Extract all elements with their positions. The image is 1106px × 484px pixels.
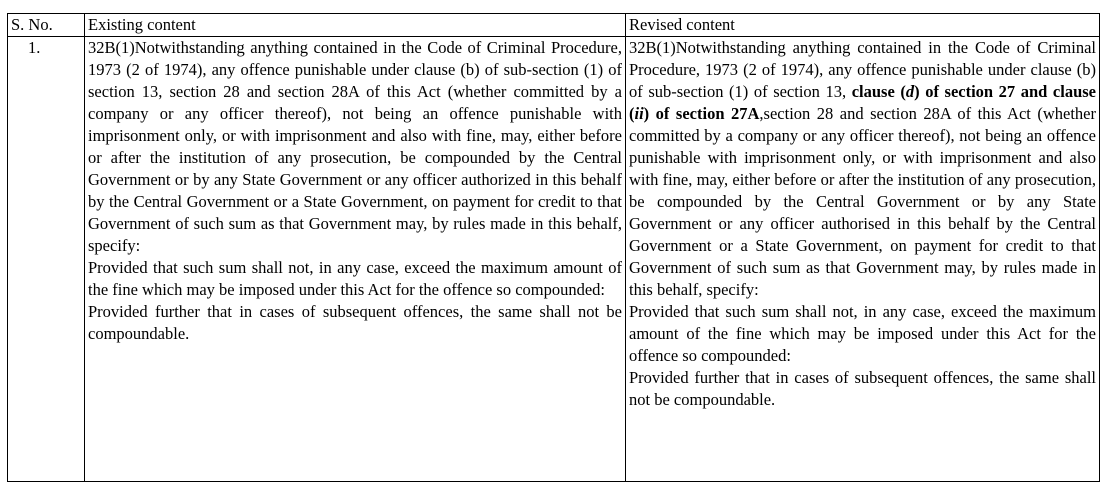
existing-proviso-2: Provided further that in cases of subsequent offences, the same shall not be compoundable. [88,302,622,343]
inserted-italic-d: d [905,82,915,101]
existing-proviso-1: Provided that such sum shall not, in any case, exceed the maximum amount of the fine which may be imposed under this Act for the offence so compounded: [88,258,622,299]
comparison-table [7,13,1100,482]
serial-number-cell: 1. [8,37,85,482]
revised-main-text-before: 32B(1)Notwithstanding anything contained in the Code of Criminal Procedure, 1973 (2 of 1974), any offence punishable under clause (b) of sub-section (1) of section 13, [629,38,1096,101]
existing-main-paragraph: 32B(1)Notwithstanding anything contained in the Code of Criminal Procedure, 1973 (2 of 1974), any offence punishable under clause (b) of sub-section (1) of section 13, section 28 and section 28A of this Act (whether committed by a company or any officer thereof), not being an offence punishable with imprisonment only, or with imprisonment and also with fine, may, either before or after the institution of any prosecution, be compounded by the Central Government or by any State Government or any officer authorized in this behalf by the Central Government or a State Government, on payment for credit to that Government of such sum as that Government may, by rules made in this behalf, specify: [88,38,622,255]
revised-proviso-2: Provided further that in cases of subsequent offences, the same shall not be compoundable. [629,368,1096,409]
inserted-text-part-3: ) of section 27A [643,104,760,123]
header-revised-content: Revised content [626,14,1100,37]
revised-proviso-1: Provided that such sum shall not, in any case, exceed the maximum amount of the fine which may be imposed under this Act for the offence so compounded: [629,302,1096,365]
inserted-italic-ii: ii [634,104,644,123]
revised-main-text-after: ,section 28 and section 28A of this Act (whether committed by a company or any officer thereof), not being an offence punishable with imprisonment only, or with imprisonment and also with fine, may, either before or after the institution of any prosecution, be compounded by the Central Government or by any State Government or any officer authorised in this behalf by the Central Government or a State Government, on payment for credit to that Government of such sum as that Government may, by rules made in this behalf, specify: [629,104,1097,299]
revised-main-paragraph [629,37,1096,301]
revised-content-cell [626,37,1100,482]
header-existing-content: Existing content [85,14,626,37]
inserted-text-part-2: ) of section 27 and clause ( [629,82,1097,123]
header-sno: S. No. [8,14,85,37]
existing-content-cell [85,37,626,482]
table-header-row [8,14,1100,37]
inserted-text-part-1: clause ( [851,82,906,101]
table-row [8,37,1100,482]
